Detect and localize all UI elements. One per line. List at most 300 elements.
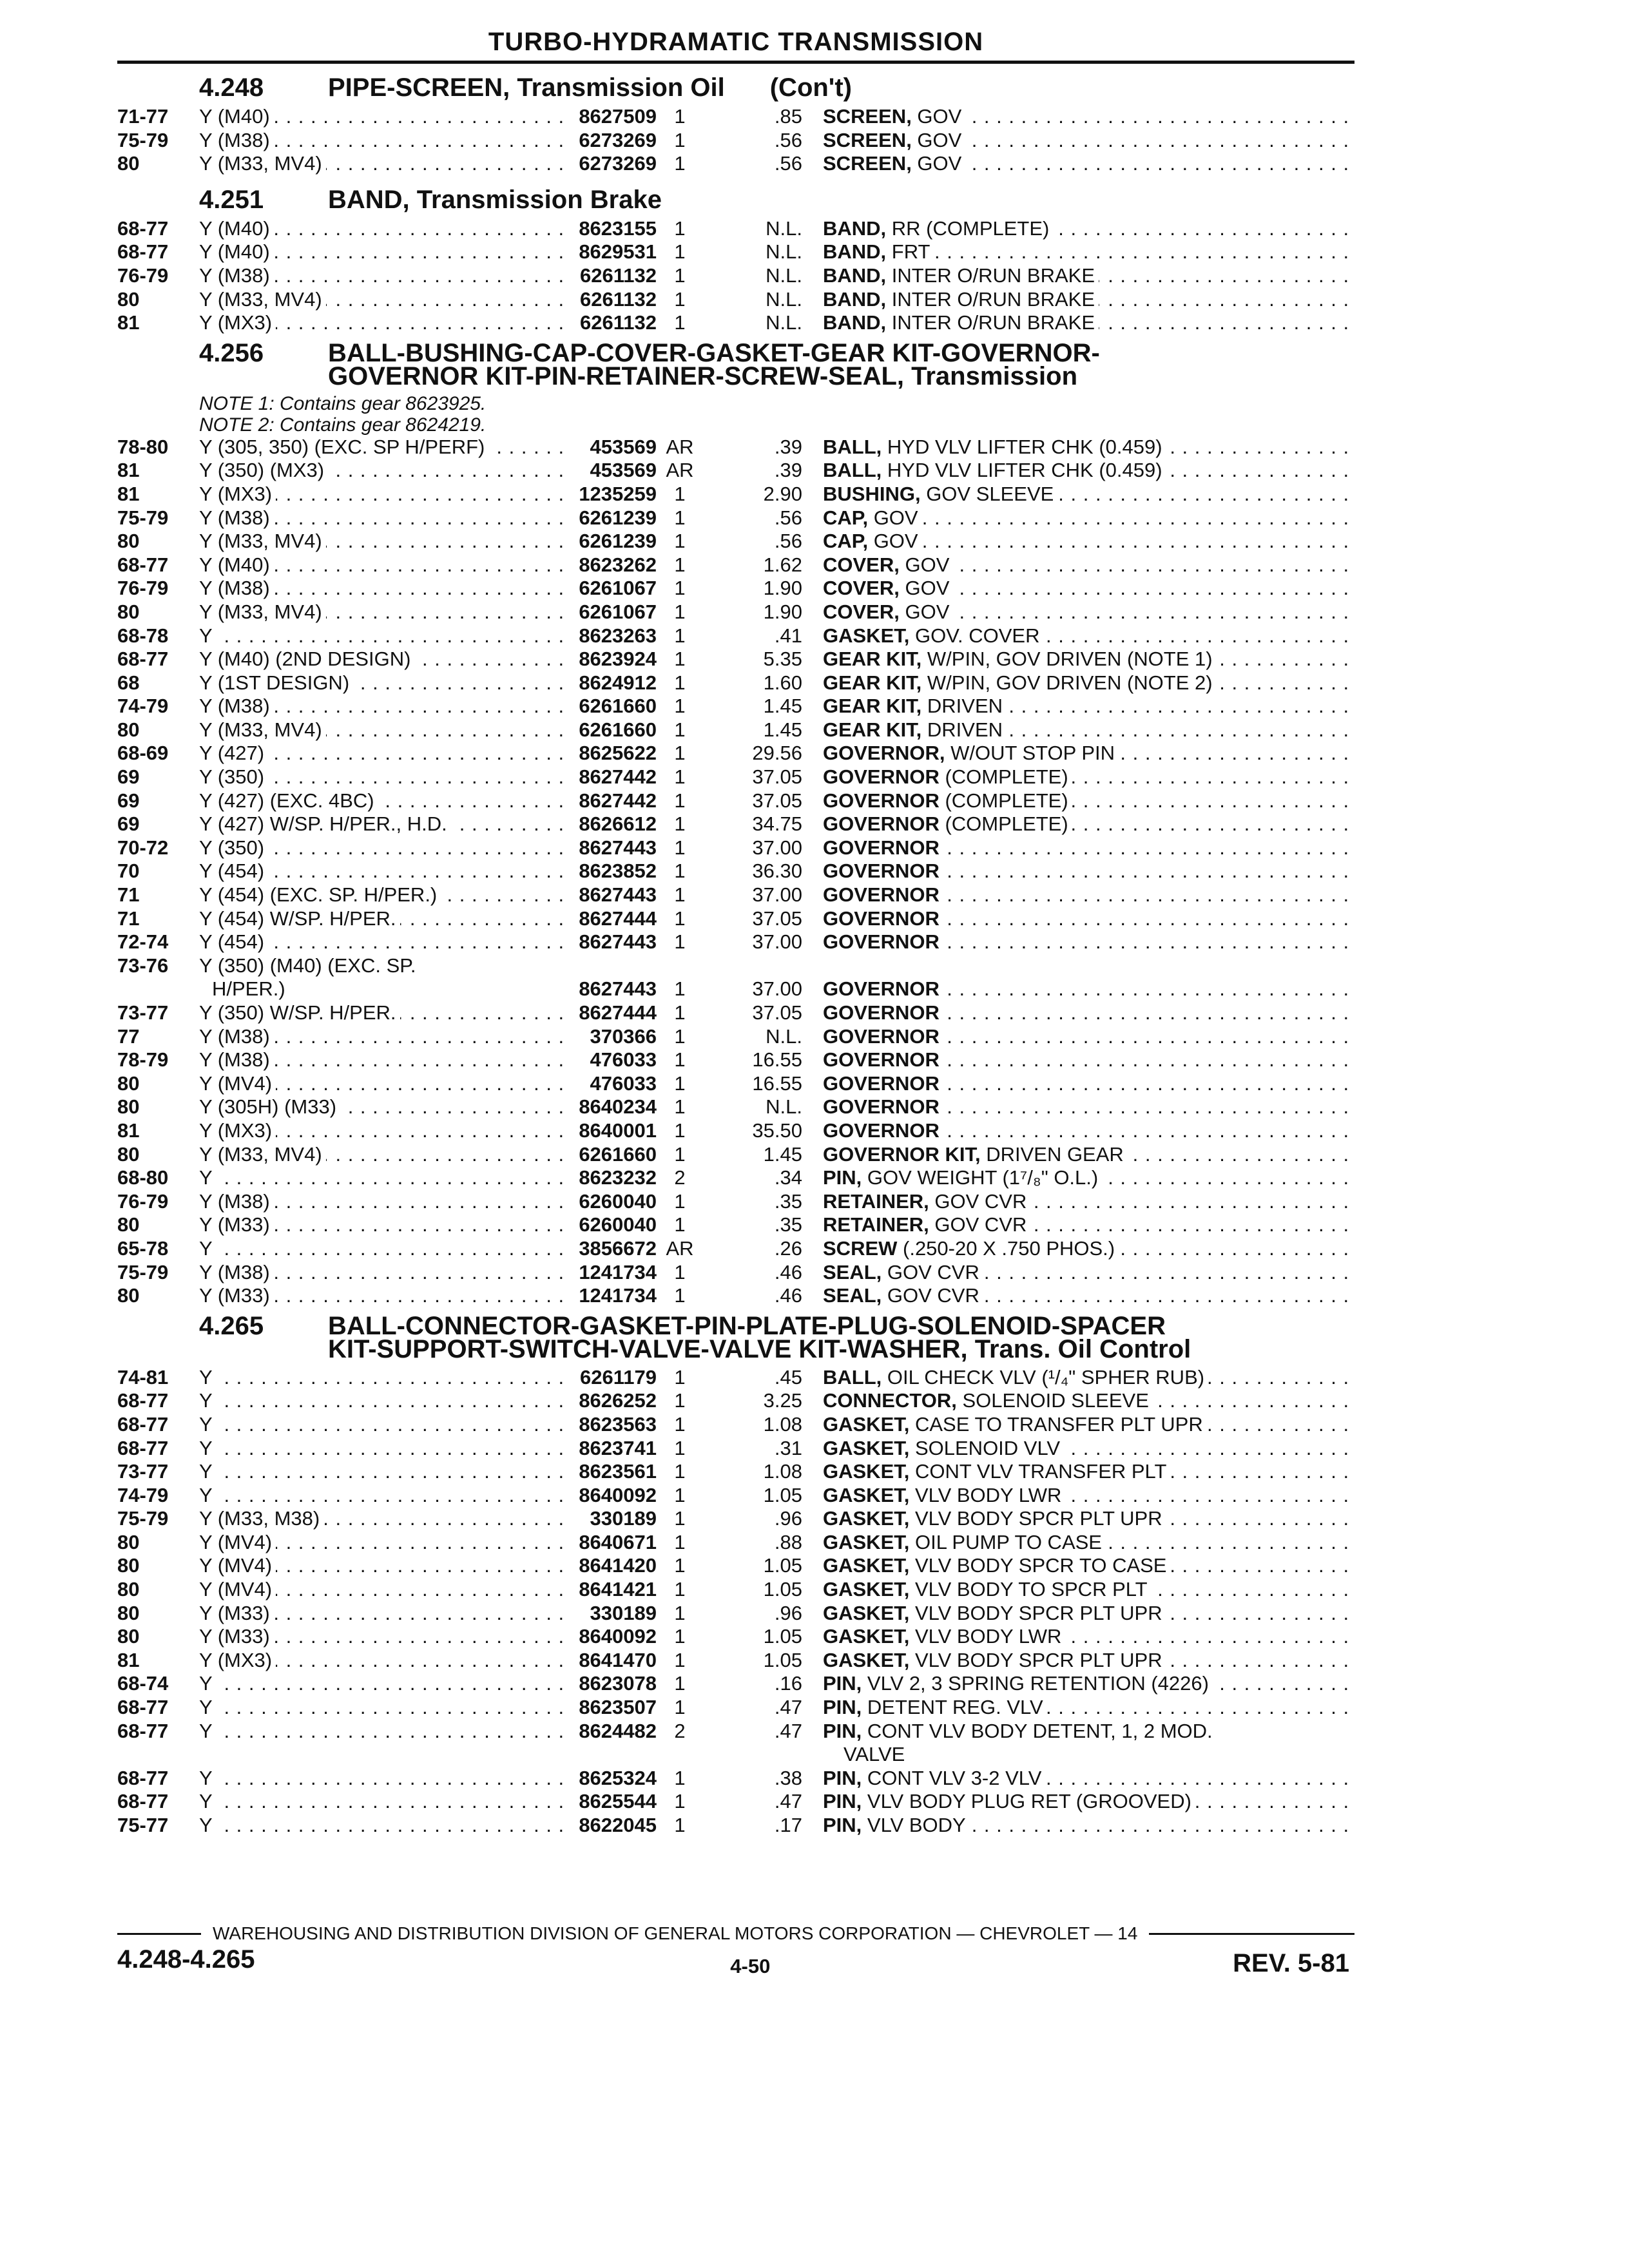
price: .35 [774,1213,802,1236]
description-text: GEAR KIT, DRIVEN [823,695,1007,717]
price: N.L. [766,240,802,264]
model-year: 80 [117,1072,140,1095]
part-number: 1235259 [579,482,657,505]
price: 2.90 [763,482,802,505]
description-noun: GASKET, [823,1507,910,1530]
section-title-line: BAND, Transmission Brake [328,185,662,214]
table-row [117,553,1354,577]
footer-section-range: 4.248-4.265 [117,1945,255,1974]
description-noun: GASKET, [823,1601,910,1624]
description [802,436,1354,459]
application [199,217,566,241]
application-text: Y (MX3) [199,1119,276,1142]
part-number: 8623078 [579,1672,657,1695]
description-noun: SEAL, [823,1284,882,1307]
description-text: GASKET, VLV BODY SPCR PLT UPR [823,1602,1166,1624]
section-title [328,338,1354,390]
section-title-line: BALL-BUSHING-CAP-COVER-GASKET-GEAR KIT-GOVERNOR- [328,338,1100,367]
description-text: GOVERNOR (COMPLETE) [823,765,1072,788]
application-text: Y (M33, MV4) [199,1143,326,1166]
model-year: 73-77 [117,1460,169,1483]
application [199,1072,566,1096]
application [199,1366,566,1390]
description-text [823,1119,943,1142]
price: .46 [774,1260,802,1283]
table-row [117,1720,1354,1767]
application [199,530,566,553]
application-text: Y [199,1166,217,1189]
application [199,483,566,506]
table-row [117,1095,1354,1119]
description [802,930,1354,954]
table-row [117,1119,1354,1143]
price: .47 [774,1790,802,1813]
description-noun: GOVERNOR [823,789,940,812]
part-number: 8641420 [579,1554,657,1577]
application [199,553,566,577]
table-row [117,907,1354,931]
part-number: 8627509 [579,105,657,128]
model-year: 76-79 [117,264,169,287]
application-text: Y (M40) [199,217,274,240]
table-row [117,1261,1354,1285]
description [802,240,1354,264]
price: 1.05 [763,1554,802,1577]
description-noun: GOVERNOR [823,812,940,836]
table-row [117,506,1354,530]
description-text [823,1001,943,1024]
application-text: Y (1ST DESIGN) [199,671,353,694]
application [199,1696,566,1720]
part-number: 8623563 [579,1412,657,1436]
model-year: 75-79 [117,128,169,151]
description [802,577,1354,601]
description-text: GOVERNOR (COMPLETE) [823,789,1072,812]
description [802,1790,1354,1814]
application [199,1531,566,1555]
footer-page-number: 4-50 [730,1955,771,1977]
price: N.L. [766,1095,802,1119]
part-number: 453569 [590,459,657,482]
application-text: Y (454) [199,860,268,882]
description [802,1166,1354,1190]
description-noun: BUSHING, [823,482,921,505]
description [802,1460,1354,1484]
description-noun: SEAL, [823,1260,882,1283]
application-line-2 [199,977,566,1001]
description-noun: GOVERNOR [823,1095,940,1119]
quantity: 1 [674,1001,686,1024]
description [802,860,1354,883]
continued-label: (Con't) [769,73,852,102]
description-noun: GOVERNOR [823,907,940,930]
price: .47 [774,1719,802,1742]
description-text: PIN, VLV BODY [823,1814,970,1836]
footer-rule-right [1149,1933,1354,1935]
table-row [117,1001,1354,1025]
quantity: 1 [674,264,686,287]
description [802,1578,1354,1602]
model-year: 68-77 [117,240,169,264]
part-number: 8625324 [579,1766,657,1789]
description-text: BAND, INTER O/RUN BRAKE [823,264,1099,287]
model-year: 68-77 [117,1436,169,1459]
application [199,907,566,931]
description [802,1672,1354,1696]
model-year: 71 [117,907,140,930]
description [802,311,1354,335]
table-row [117,311,1354,335]
description-text: RETAINER, GOV CVR [823,1213,1030,1236]
application [199,954,566,1001]
part-number: 6261660 [579,718,657,741]
description [802,129,1354,153]
application [199,1001,566,1025]
application-text-cont: H/PER.) [199,977,566,1001]
application [199,1578,566,1602]
description-noun: GASKET, [823,1578,910,1601]
description [802,977,1354,1001]
footer-division-line [117,1923,1354,1944]
description-text: SCREW (.250-20 X .750 PHOS.) [823,1237,1119,1260]
table-row [117,1190,1354,1214]
price: 37.05 [752,789,802,812]
description-noun: GEAR KIT, [823,671,922,694]
table-row [117,1048,1354,1072]
description-text: GASKET, VLV BODY LWR [823,1484,1065,1506]
description-noun: GASKET, [823,1625,910,1648]
part-number: 8626252 [579,1389,657,1412]
quantity: 1 [674,695,686,718]
description [802,1261,1354,1285]
section-heading [117,1311,1354,1363]
section-note: NOTE 2: Contains gear 8624219. [199,414,487,436]
table-row [117,1213,1354,1237]
description [802,1025,1354,1049]
price: .85 [774,105,802,128]
description-text: BUSHING, GOV SLEEVE [823,483,1057,505]
model-year: 80 [117,1142,140,1166]
model-year: 80 [117,1213,140,1236]
part-number: 6261132 [580,311,657,334]
part-number: 6261660 [579,695,657,718]
description-text: GASKET, VLV BODY SPCR PLT UPR [823,1649,1166,1671]
description-text: SCREEN, GOV [823,105,965,128]
table-row [117,577,1354,601]
description-text: GASKET, OIL PUMP TO CASE [823,1531,1106,1553]
quantity: 1 [674,1260,686,1283]
description [802,506,1354,530]
quantity: 1 [674,789,686,812]
part-number: 8623155 [579,216,657,240]
part-number: 8640092 [579,1625,657,1648]
part-number: 8627443 [579,977,657,1001]
part-number: 6273269 [579,152,657,175]
table-row [117,1072,1354,1096]
description-noun: GASKET, [823,1648,910,1671]
table-row [117,742,1354,765]
application-text: Y [199,1767,217,1789]
application-text: Y [199,1696,217,1718]
description [802,1001,1354,1025]
model-year: 80 [117,1578,140,1601]
description-noun: RETAINER, [823,1213,929,1236]
price: 37.05 [752,907,802,930]
application [199,1790,566,1814]
application [199,288,566,312]
table-row [117,860,1354,883]
description [802,648,1354,671]
description-text: GASKET, CASE TO TRANSFER PLT UPR [823,1413,1207,1436]
description [802,671,1354,695]
part-number: 8627442 [579,765,657,789]
description-text: PIN, VLV BODY PLUG RET (GROOVED) [823,1790,1195,1812]
description-line-2 [823,1743,1354,1767]
description-text: PIN, CONT VLV BODY DETENT, 1, 2 MOD. [823,1720,1354,1744]
description-noun: GEAR KIT, [823,718,922,741]
part-number: 8623561 [579,1460,657,1483]
price: 1.05 [763,1483,802,1506]
price: 5.35 [763,648,802,671]
part-number: 1241734 [579,1260,657,1283]
price: 36.30 [752,860,802,883]
model-year: 73-76 [117,954,169,977]
section-title-line: PIPE-SCREEN, Transmission Oil (Con't) [328,73,852,102]
description-text [823,836,943,859]
description [802,1507,1354,1531]
quantity: 1 [674,530,686,553]
application [199,1625,566,1649]
model-year: 81 [117,311,140,334]
model-year: 74-81 [117,1365,169,1389]
price: .39 [774,459,802,482]
price: .96 [774,1601,802,1624]
description-text: GEAR KIT, DRIVEN [823,718,1007,741]
description [802,152,1354,176]
description [802,217,1354,241]
model-year: 72-74 [117,930,169,954]
model-year: 69 [117,765,140,789]
quantity: 1 [674,1119,686,1142]
description-noun: SCREEN, [823,105,912,128]
application-text: Y (M38) [199,1048,274,1071]
application-text: Y (M33, MV4) [199,601,326,623]
model-year: 80 [117,530,140,553]
table-row [117,152,1354,176]
application-text: Y (M38) [199,577,274,599]
quantity: 1 [674,1530,686,1553]
quantity: 1 [674,812,686,836]
description-text: GOVERNOR KIT, DRIVEN GEAR [823,1143,1128,1166]
application-text: Y (305H) (M33) [199,1095,340,1118]
table-row [117,718,1354,742]
model-year: 68-77 [117,1389,169,1412]
quantity: 1 [674,1389,686,1412]
table-row [117,264,1354,288]
part-number: 8627443 [579,883,657,907]
description-noun: GASKET, [823,1554,910,1577]
application [199,695,566,718]
price: .31 [774,1436,802,1459]
description-noun: GOVERNOR [823,977,940,1001]
description [802,264,1354,288]
description-text: GASKET, VLV BODY SPCR PLT UPR [823,1507,1166,1530]
description-text: PIN, VLV 2, 3 SPRING RETENTION (4226) [823,1672,1213,1695]
application-text: Y (350) W/SP. H/PER. [199,1001,400,1024]
price: 37.05 [752,1001,802,1024]
price: .17 [774,1814,802,1836]
part-number: 8623263 [579,624,657,647]
application [199,1166,566,1190]
description-text: BALL, OIL CHECK VLV (¹/₄" SPHER RUB) [823,1366,1208,1389]
quantity: 1 [674,1483,686,1506]
table-row [117,217,1354,241]
application-text: Y (MV4) [199,1072,276,1095]
table-row [117,1143,1354,1167]
model-year: 65-78 [117,1236,169,1260]
model-year: 68-77 [117,1412,169,1436]
application [199,1484,566,1508]
application [199,718,566,742]
part-number: 6261239 [579,530,657,553]
price: 1.45 [763,1142,802,1166]
part-number: 476033 [590,1048,657,1072]
description-text [823,883,943,906]
application-text: Y [199,1814,217,1836]
application [199,1213,566,1237]
description-text: COVER, GOV [823,577,953,599]
description-noun: PIN, [823,1672,862,1695]
application-text: Y (M38) [199,695,274,717]
quantity: 1 [674,883,686,907]
description-text [823,907,943,930]
application-text: Y (M40) [199,553,274,576]
description-noun: GASKET, [823,624,910,647]
application-text: Y (MV4) [199,1531,276,1553]
price: 1.08 [763,1460,802,1483]
application-text: Y [199,1366,217,1389]
description-text: GEAR KIT, W/PIN, GOV DRIVEN (NOTE 1) [823,648,1217,670]
description [802,836,1354,860]
description-noun: GOVERNOR [823,1001,940,1024]
model-year: 69 [117,812,140,836]
part-number: 3856672 [579,1236,657,1260]
part-number: 8627444 [579,907,657,930]
quantity: 1 [674,1814,686,1836]
table-row [117,1166,1354,1190]
table-row [117,1284,1354,1308]
description [802,1048,1354,1072]
part-number: 1241734 [579,1284,657,1307]
model-year: 80 [117,1554,140,1577]
application-text: Y [199,1484,217,1506]
description-noun: CONNECTOR, [823,1389,957,1412]
quantity: 1 [674,240,686,264]
description-noun: GOVERNOR [823,860,940,883]
description-text: GASKET, GOV. COVER [823,624,1044,647]
application [199,577,566,601]
part-number: 8622045 [579,1814,657,1836]
description [802,105,1354,129]
quantity: 1 [674,1189,686,1213]
table-row [117,1554,1354,1578]
description-text: GASKET, CONT VLV TRANSFER PLT [823,1460,1170,1483]
application [199,1389,566,1413]
description-noun: BAND, [823,240,887,264]
part-number: 8623262 [579,553,657,576]
description-noun: PIN, [823,1696,862,1719]
description-noun: GOVERNOR [823,883,940,907]
description-noun: BAND, [823,264,887,287]
application-text: Y (M38) [199,129,274,151]
description [802,907,1354,931]
application-text: Y (M40) [199,105,274,128]
quantity: 1 [674,930,686,954]
description-noun: BALL, [823,1365,882,1389]
application-text: Y [199,1389,217,1412]
price: 1.90 [763,600,802,623]
quantity: 1 [674,1284,686,1307]
description [802,1602,1354,1626]
application [199,1460,566,1484]
price: N.L. [766,1024,802,1048]
application-text: Y [199,1790,217,1812]
application-text: Y (MV4) [199,1578,276,1600]
table-row [117,483,1354,506]
model-year: 80 [117,600,140,623]
table-row [117,240,1354,264]
application [199,883,566,907]
price: 37.05 [752,765,802,789]
table-row [117,530,1354,553]
application [199,789,566,813]
table-row [117,648,1354,671]
description [802,1213,1354,1237]
application [199,930,566,954]
quantity: 1 [674,1365,686,1389]
description [802,765,1354,789]
model-year: 75-79 [117,506,169,529]
model-year: 81 [117,459,140,482]
table-row [117,129,1354,153]
quantity: 1 [674,128,686,151]
description [802,530,1354,553]
price: .56 [774,152,802,175]
section-title-line: GOVERNOR KIT-PIN-RETAINER-SCREW-SEAL, Transmission [328,361,1078,390]
description-noun: GOVERNOR [823,765,940,789]
application [199,1720,566,1744]
model-year: 81 [117,1648,140,1671]
quantity: 1 [674,1412,686,1436]
model-year: 70 [117,860,140,883]
price: 1.05 [763,1625,802,1648]
application-text: Y (M38) [199,1025,274,1048]
table-row [117,883,1354,907]
description-text: PIN, DETENT REG. VLV [823,1696,1047,1718]
section-title [328,1311,1354,1363]
price: 1.45 [763,695,802,718]
description-noun: COVER, [823,600,900,623]
application-text: Y (427) W/SP. H/PER., H.D. [199,812,451,835]
application [199,1190,566,1214]
price: .16 [774,1672,802,1695]
application [199,1261,566,1285]
description-noun: GASKET, [823,1460,910,1483]
table-row [117,1507,1354,1531]
price: .35 [774,1189,802,1213]
model-year: 70-72 [117,836,169,859]
table-row [117,105,1354,129]
